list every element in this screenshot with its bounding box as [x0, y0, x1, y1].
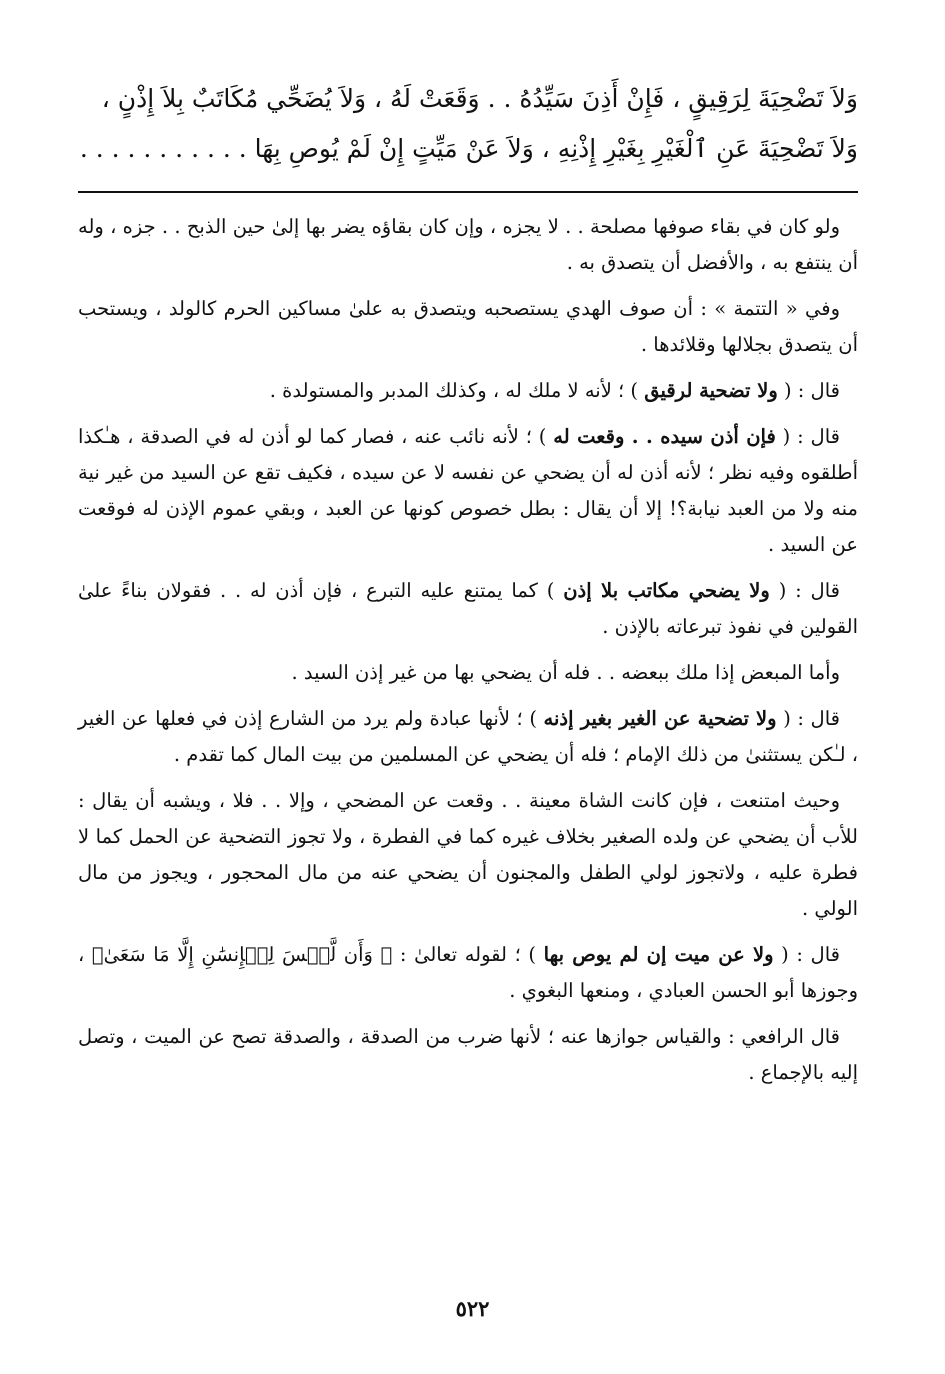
- commentary-paragraph: [78, 573, 858, 645]
- quoted-matn: فإن أذن سيده . . وقعت له: [553, 425, 776, 448]
- separator-rule: [78, 191, 858, 193]
- matn-line: وَلاَ تَضْحِيَةَ لِرَقِيقٍ ، فَإِنْ أَذِنَ سَيِّدُهُ . . وَقَعَتْ لَهُ ، وَلاَ يُضَحِّي مُكَاتَبٌ بِلاَ إِذْنٍ ،: [101, 84, 858, 113]
- commentary-paragraph: [78, 419, 858, 563]
- matn-text: [78, 74, 858, 174]
- commentary: [78, 209, 858, 1091]
- commentary-paragraph: [78, 655, 858, 691]
- paragraph-text: وحيث امتنعت ، فإن كانت الشاة معينة . . وقعت عن المضحي ، وإلا . . فلا ، ويشبه أن يقال : للأب أن يضحي عن ولده الصغير بخلاف غيره كما في الفطرة ، ولا تجوز التضحية عن الحمل كما لا فطرة عليه ، ولاتجوز لولي الطفل والمجنون أن يضحي عنه من مال المحجور ، ويجوز من مال الولي .: [78, 789, 858, 920]
- paragraph-text: قال : (: [775, 425, 840, 448]
- page-number: ٥٢٢: [455, 1296, 490, 1321]
- paragraph-text: وفي « التتمة » : أن صوف الهدي يستصحبه ويتصدق به علىٰ مساكين الحرم كالولد ، ويستحب أن يتصدق بجلالها وقلائدها .: [78, 297, 858, 356]
- paragraph-text: قال : (: [769, 579, 840, 602]
- commentary-paragraph: [78, 291, 858, 363]
- commentary-paragraph: [78, 209, 858, 281]
- quoted-matn: ولا تضحية لرقيق: [644, 379, 778, 402]
- paragraph-text: قال : (: [773, 943, 840, 966]
- paragraph-text: وأما المبعض إذا ملك ببعضه . . فله أن يضحي بها من غير إذن السيد .: [291, 661, 840, 684]
- commentary-paragraph: [78, 1019, 858, 1091]
- paragraph-text: قال : (: [777, 379, 840, 402]
- quoted-matn: ولا عن ميت إن لم يوص بها: [543, 943, 774, 966]
- commentary-paragraph: [78, 701, 858, 773]
- quoted-matn: ولا يضحي مكاتب بلا إذن: [563, 579, 770, 602]
- matn-line: وَلاَ تَضْحِيَةَ عَنِ ٱلْغَيْرِ بِغَيْرِ إِذْنِهِ ، وَلاَ عَنْ مَيِّتٍ إِنْ لَمْ يُوصِ بِهَا . . . . . . . . . . .: [79, 134, 858, 163]
- paragraph-text: قال الرافعي : والقياس جوازها عنه ؛ لأنها ضرب من الصدقة ، والصدقة تصح عن الميت ، وتصل إليه بالإجماع .: [78, 1025, 858, 1084]
- paragraph-text: ) كما يمتنع عليه التبرع ، فإن أذن له . . فقولان بناءً علىٰ القولين في نفوذ تبرعاته بالإذن .: [78, 579, 858, 638]
- paragraph-text: ) ؛ لأنه نائب عنه ، فصار كما لو أذن له في الصدقة ، هـٰكذا أطلقوه وفيه نظر ؛ لأنه أذن له أن يضحي عن نفسه لا عن سيده ، فكيف تقع عن السيد من غير نية منه ولا من العبد نيابة؟! إلا أن يقال : بطل خصوص كونها عن العبد ، وبقي عموم الإذن له فوقعت عن السيد .: [78, 425, 858, 556]
- commentary-paragraph: [78, 783, 858, 927]
- commentary-paragraph: [78, 373, 858, 409]
- page-body: [78, 74, 858, 1101]
- paragraph-text: قال : (: [776, 707, 840, 730]
- commentary-paragraph: [78, 937, 858, 1009]
- paragraph-text: ) ؛ لأنها عبادة ولم يرد من الشارع إذن في فعلها عن الغير ، لـٰكن يستثنىٰ من ذلك الإمام ؛ فله أن يضحي عن المسلمين من بيت المال كما تقدم .: [78, 707, 858, 766]
- paragraph-text: ) ؛ لقوله تعالىٰ : ﴿ وَأَن لَّيۡسَ لِلۡإِنسَٰنِ إِلَّا مَا سَعَىٰ﴾ ، وجوزها أبو الحسن العبادي ، ومنعها البغوي .: [78, 943, 858, 1002]
- quoted-matn: ولا تضحية عن الغير بغير إذنه: [543, 707, 777, 730]
- paragraph-text: ولو كان في بقاء صوفها مصلحة . . لا يجزه ، وإن كان بقاؤه يضر بها إلىٰ حين الذبح . . جزه ، وله أن ينتفع به ، والأفضل أن يتصدق به .: [78, 215, 858, 274]
- paragraph-text: ) ؛ لأنه لا ملك له ، وكذلك المدبر والمستولدة .: [269, 379, 645, 402]
